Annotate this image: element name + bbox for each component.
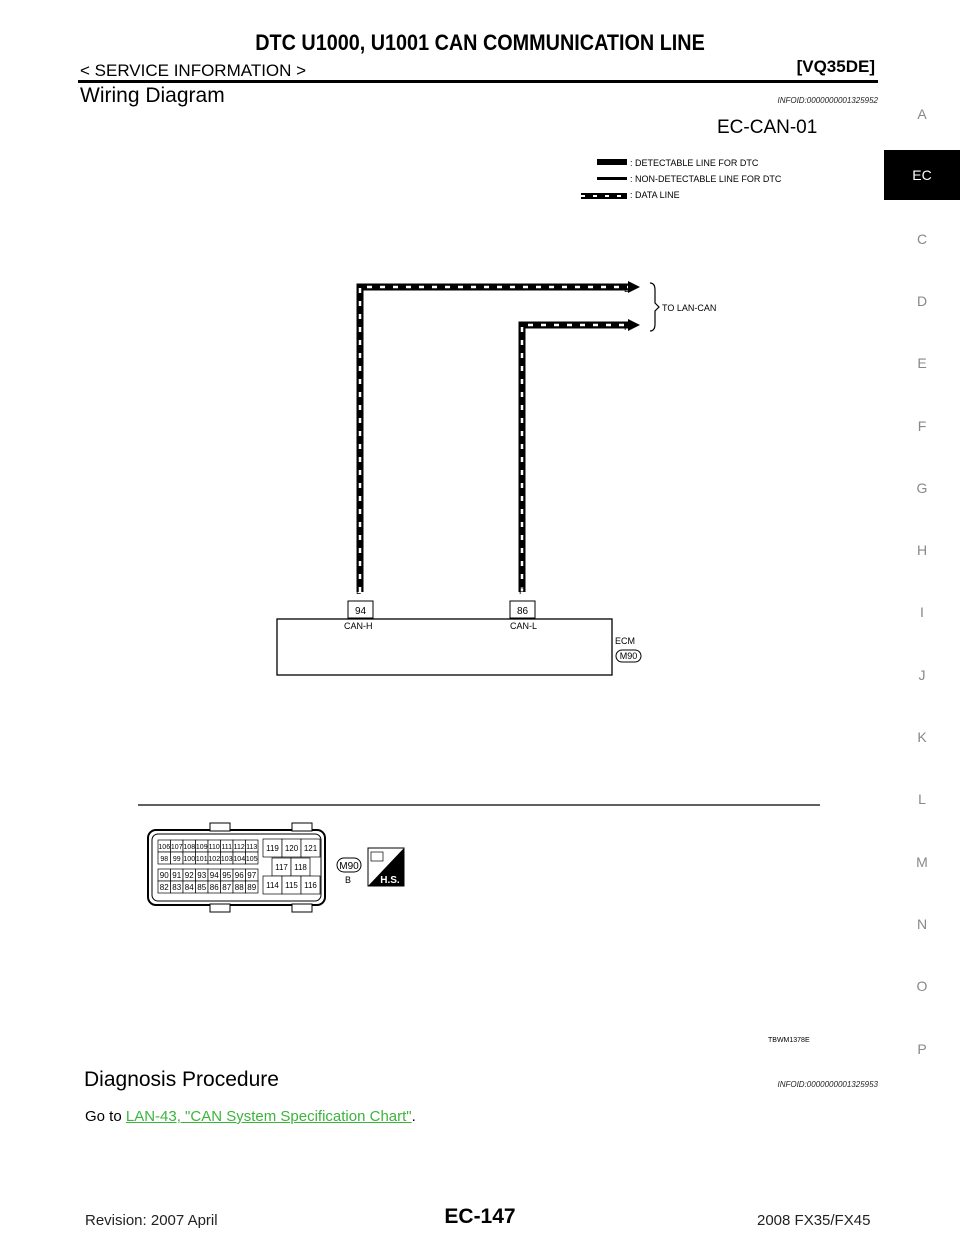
section-label: < SERVICE INFORMATION > bbox=[80, 61, 307, 80]
ecm-label: ECM bbox=[615, 636, 635, 646]
brace-icon bbox=[650, 283, 659, 331]
pin-number: 95 bbox=[222, 871, 232, 880]
arrow-icon bbox=[628, 281, 640, 293]
wire-color-l: L bbox=[356, 586, 362, 596]
terminal-86-label: 86 bbox=[516, 606, 529, 617]
pin-number: 99 bbox=[172, 856, 181, 863]
ecm-connector-label: M90 bbox=[619, 651, 638, 661]
pin-number: 82 bbox=[159, 883, 169, 892]
diagram-id: EC-CAN-01 bbox=[717, 117, 818, 138]
pin-number: 91 bbox=[172, 871, 182, 880]
pin-number: 108 bbox=[183, 844, 196, 851]
tab-k[interactable]: K bbox=[917, 729, 927, 745]
pin-number: 121 bbox=[303, 844, 318, 853]
can-l-label: CAN-L bbox=[510, 621, 538, 631]
page-title: DTC U1000, U1001 CAN COMMUNICATION LINE bbox=[255, 30, 705, 55]
pin-number: 116 bbox=[304, 881, 317, 890]
pin-number: 113 bbox=[246, 844, 258, 851]
goto-text bbox=[85, 1108, 416, 1125]
pin-number: 105 bbox=[245, 856, 258, 863]
pin-number: 92 bbox=[184, 871, 194, 880]
pin-number: 109 bbox=[195, 844, 208, 851]
tab-g[interactable]: G bbox=[916, 479, 928, 496]
pin-number: 86 bbox=[209, 883, 219, 892]
pin-number: 87 bbox=[222, 883, 232, 892]
tab-a[interactable]: A bbox=[917, 106, 927, 122]
tab-e[interactable]: E bbox=[917, 355, 927, 372]
pin-number: 83 bbox=[172, 883, 182, 892]
revision: Revision: 2007 April bbox=[85, 1212, 218, 1229]
tab-j[interactable]: J bbox=[918, 666, 926, 683]
tab-i[interactable]: I bbox=[920, 604, 924, 621]
hs-label: H.S. bbox=[380, 875, 400, 886]
diagnosis-infoid: INFOID:0000000001325953 bbox=[777, 1080, 878, 1089]
to-lan-can-label: TO LAN-CAN bbox=[662, 303, 717, 313]
pin-number: 88 bbox=[234, 883, 244, 892]
legend-non-detectable: : NON-DETECTABLE LINE FOR DTC bbox=[630, 174, 782, 184]
pin-number: 96 bbox=[234, 871, 244, 880]
pin-number: 111 bbox=[221, 844, 233, 851]
pin-number: 114 bbox=[266, 881, 279, 890]
pin-number: 117 bbox=[275, 863, 288, 872]
pin-number: 98 bbox=[160, 856, 169, 863]
wire-color-p-top: P bbox=[624, 322, 631, 332]
connector-m90-face bbox=[148, 823, 325, 912]
legend-detectable: : DETECTABLE LINE FOR DTC bbox=[630, 158, 759, 168]
goto-prefix: Go to bbox=[85, 1108, 126, 1125]
engine-label: [VQ35DE] bbox=[796, 57, 875, 76]
terminal-94-label: 94 bbox=[354, 606, 367, 617]
tab-h[interactable]: H bbox=[916, 542, 928, 559]
pin-number: 104 bbox=[233, 856, 246, 863]
pin-number: 101 bbox=[195, 856, 208, 863]
pin-number: 103 bbox=[220, 856, 233, 863]
wiring-diagram-heading: Wiring Diagram bbox=[80, 84, 225, 107]
lan-43-link[interactable]: LAN-43, "CAN System Specification Chart" bbox=[125, 1108, 412, 1125]
pin-number: 120 bbox=[284, 844, 299, 853]
pin-number: 107 bbox=[170, 844, 183, 851]
goto-suffix: . bbox=[411, 1108, 416, 1125]
pin-number: 110 bbox=[208, 844, 220, 851]
pin-number: 118 bbox=[294, 863, 307, 872]
figure-id: TBWM1378E bbox=[768, 1037, 810, 1044]
pin-number: 90 bbox=[159, 871, 169, 880]
pin-number: 119 bbox=[266, 844, 279, 853]
pin-number: 112 bbox=[233, 844, 245, 851]
pin-number: 106 bbox=[158, 844, 171, 851]
wire-color-p: P bbox=[519, 586, 526, 596]
tab-n[interactable]: N bbox=[916, 915, 928, 932]
wire-can-l bbox=[522, 319, 640, 592]
ecm-box bbox=[277, 619, 612, 675]
connector-color: B bbox=[345, 875, 352, 885]
wire-color-l-top: L bbox=[624, 284, 630, 294]
pin-number: 97 bbox=[247, 871, 257, 880]
connector-label: M90 bbox=[339, 861, 359, 872]
tab-l[interactable]: L bbox=[918, 791, 926, 808]
wiring-infoid: INFOID:0000000001325952 bbox=[777, 96, 878, 105]
diagnosis-heading: Diagnosis Procedure bbox=[84, 1068, 279, 1091]
tab-c[interactable]: C bbox=[916, 230, 928, 247]
pin-number: 85 bbox=[197, 883, 207, 892]
pin-number: 94 bbox=[209, 871, 219, 880]
pin-number: 89 bbox=[247, 883, 257, 892]
pin-number: 84 bbox=[184, 883, 194, 892]
tab-ec[interactable]: EC bbox=[884, 150, 960, 200]
pin-number: 100 bbox=[183, 856, 196, 863]
model: 2008 FX35/FX45 bbox=[757, 1212, 871, 1229]
tab-f[interactable]: F bbox=[917, 417, 927, 434]
page-number: EC-147 bbox=[444, 1205, 516, 1228]
legend bbox=[581, 158, 782, 200]
pin-number: 93 bbox=[197, 871, 207, 880]
pin-number: 102 bbox=[208, 856, 221, 863]
can-h-label: CAN-H bbox=[344, 621, 373, 631]
tab-p[interactable]: P bbox=[917, 1040, 927, 1057]
tab-d[interactable]: D bbox=[916, 292, 928, 309]
harness-side-icon bbox=[368, 848, 404, 886]
tab-o[interactable]: O bbox=[916, 978, 928, 995]
tab-m[interactable]: M bbox=[916, 853, 928, 870]
pin-number: 115 bbox=[285, 881, 298, 890]
legend-data-line: : DATA LINE bbox=[630, 190, 680, 200]
